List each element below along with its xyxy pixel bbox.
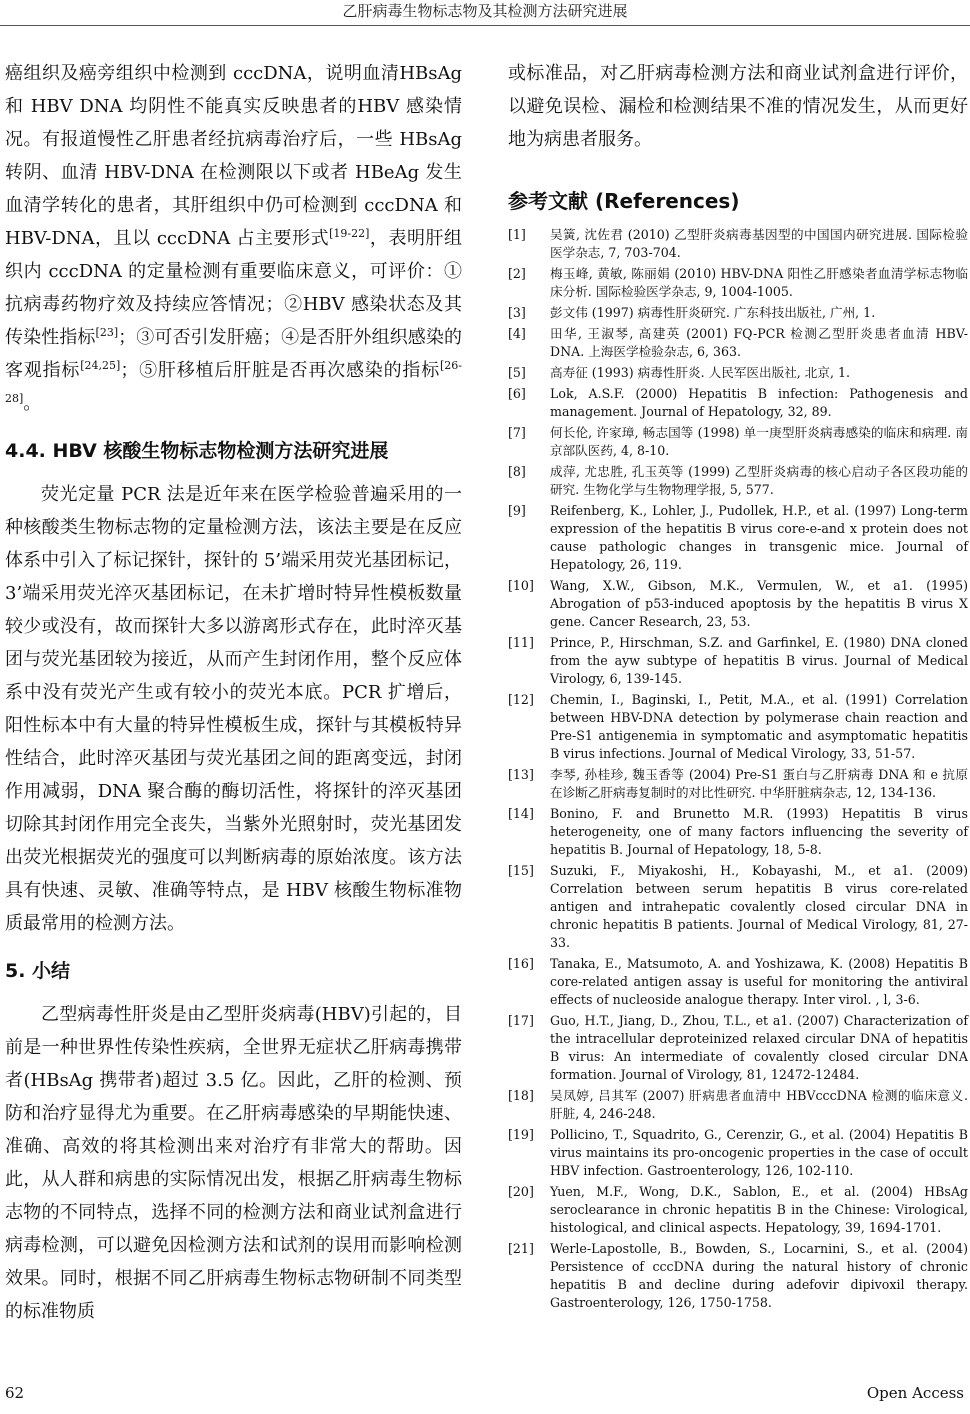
reference-item <box>508 766 968 802</box>
reference-item <box>508 304 968 322</box>
reference-item <box>508 265 968 301</box>
reference-number: [6] <box>508 386 526 401</box>
reference-item <box>508 385 968 421</box>
reference-item <box>508 364 968 382</box>
reference-number: [14] <box>508 806 534 821</box>
reference-number: [9] <box>508 503 526 518</box>
reference-text: 梅玉峰, 黄敏, 陈丽娟 (2010) HBV-DNA 阳性乙肝感染者血清学标志物临床分析. 国际检验医学杂志, 9, 1004-1005. <box>550 266 968 299</box>
reference-item <box>508 1240 968 1312</box>
reference-number: [16] <box>508 956 534 971</box>
reference-item <box>508 577 968 631</box>
reference-text: Wang, X.W., Gibson, M.K., Vermulen, W., et a1. (1995) Abrogation of p53-induced apoptosis by the hepatitis B virus X gene. Cancer Research, 23, 53. <box>550 578 968 629</box>
reference-text: 李琴, 孙桂珍, 魏玉香等 (2004) Pre-S1 蛋白与乙肝病毒 DNA 和 e 抗原在诊断乙肝病毒复制时的对比性研究. 中华肝脏病杂志, 12, 134-136. <box>550 767 968 800</box>
reference-text: Tanaka, E., Matsumoto, A. and Yoshizawa, K. (2008) Hepatitis B core-related antigen assay is useful for monitoring the antiviral effects of nucleoside analogue therapy. Inter virol. , l, 3-6. <box>550 956 968 1007</box>
left-column <box>5 57 462 1328</box>
reference-text: 彭文伟 (1997) 病毒性肝炎研究. 广东科技出版社, 广州, 1. <box>550 305 876 320</box>
reference-number: [4] <box>508 326 526 341</box>
citation: [23] <box>95 326 119 339</box>
header-rule <box>0 25 970 26</box>
reference-item <box>508 424 968 460</box>
references-heading: 参考文献 (References) <box>508 189 740 213</box>
reference-number: [18] <box>508 1088 534 1103</box>
reference-text: 何长伦, 许家璋, 畅志国等 (1998) 单一庚型肝炎病毒感染的临床和病理. 南京部队医药, 4, 8-10. <box>550 425 968 458</box>
para-text: ，表明肝组织内 cccDNA 的定量检测有重要临床意义，可评价：①抗病毒药物疗效及持续应答情况；②HBV 感染状态及其传染性指标 <box>5 228 462 348</box>
para-text: ；③可否引发肝癌；④是否肝外组织感染的客观指标 <box>5 327 463 381</box>
reference-number: [20] <box>508 1184 534 1199</box>
running-header: 乙肝病毒生物标志物及其检测方法研究进展 <box>342 2 628 20</box>
reference-text: Suzuki, F., Miyakoshi, H., Kobayashi, M., et a1. (2009) Correlation between serum hepatitis B virus core-related antigen and intrahepatic covalently closed circular DNA in chronic hepatitis B patients. Journal of Medical Virology, 81, 27-33. <box>550 863 968 950</box>
right-column <box>508 57 968 1315</box>
reference-number: [17] <box>508 1013 534 1028</box>
reference-text: Lok, A.S.F. (2000) Hepatitis B infection: Pathogenesis and management. Journal of Hepatology, 32, 89. <box>550 386 968 419</box>
para-text: 癌组织及癌旁组织中检测到 cccDNA，说明血清HBsAg 和 HBV DNA 均阴性不能真实反映患者的HBV 感染情况。有报道慢性乙肝患者经抗病毒治疗后，一些 HBsAg 转阴、血清 HBV-DNA 在检测限以下或者 HBeAg 发生血清学转化的患者，其肝组织中仍可检测到 cccDNA 和 HBV-DNA，且以 cccDNA 占主要形式 <box>5 63 462 249</box>
reference-number: [2] <box>508 266 526 281</box>
reference-item <box>508 634 968 688</box>
footer-journal: Open Access <box>866 1384 964 1402</box>
reference-text: 吴簧, 沈佐君 (2010) 乙型肝炎病毒基因型的中国国内研究进展. 国际检验医学杂志, 7, 703-704. <box>550 227 968 260</box>
reference-number: [13] <box>508 767 534 782</box>
reference-text: 成萍, 尤忠胜, 孔玉英等 (1999) 乙型肝炎病毒的核心启动子各区段功能的研究. 生物化学与生物物理学报, 5, 577. <box>550 464 968 497</box>
citation: [26-28] <box>5 359 463 405</box>
reference-number: [8] <box>508 464 526 479</box>
reference-number: [12] <box>508 692 534 707</box>
reference-item <box>508 226 968 262</box>
citation: [19-22] <box>329 227 370 240</box>
reference-item <box>508 862 968 952</box>
reference-number: [21] <box>508 1241 534 1256</box>
paragraph-summary-continued: 或标准品，对乙肝病毒检测方法和商业试剂盒进行评价，以避免误检、漏检和检测结果不准的情况发生，从而更好地为病患者服务。 <box>508 63 968 150</box>
citation: [24,25] <box>80 359 121 372</box>
reference-number: [5] <box>508 365 526 380</box>
references-list <box>508 226 968 1312</box>
section-heading-summary: 5. 小结 <box>5 960 71 982</box>
reference-number: [15] <box>508 863 534 878</box>
reference-text: Guo, H.T., Jiang, D., Zhou, T.L., et a1. (2007) Characterization of the intracellular deproteinized relaxed circular DNA of hepatitis B virus: An intermediate of covalently closed circular DNA formation. Journal of Virology, 81, 12472-12484. <box>550 1013 968 1082</box>
reference-text: 吴凤婷, 吕其军 (2007) 肝病患者血清中 HBVcccDNA 检测的临床意义. 肝脏, 4, 246-248. <box>550 1088 968 1121</box>
reference-number: [10] <box>508 578 534 593</box>
section-heading-4-4: 4.4. HBV 核酸生物标志物检测方法研究进展 <box>5 440 389 462</box>
reference-text: 高寿征 (1993) 病毒性肝炎. 人民军医出版社, 北京, 1. <box>550 365 851 380</box>
reference-text: Bonino, F. and Brunetto M.R. (1993) Hepatitis B virus heterogeneity, one of many factors influencing the severity of hepatitis B. Journal of Hepatology, 18, 5-8. <box>550 806 968 857</box>
reference-text: Werle-Lapostolle, B., Bowden, S., Locarnini, S., et al. (2004) Persistence of cccDNA during the natural history of chronic hepatitis B and decline during adefovir dipivoxil therapy. Gastroenterology, 126, 1750-1758. <box>550 1241 968 1310</box>
reference-item <box>508 955 968 1009</box>
page-number: 62 <box>5 1384 25 1402</box>
reference-item <box>508 463 968 499</box>
reference-number: [19] <box>508 1127 534 1142</box>
reference-text: Chemin, I., Baginski, I., Petit, M.A., et al. (1991) Correlation between HBV-DNA detection by polymerase chain reaction and Pre-S1 antigenemia in symptomatic and asymptomatic hepatitis B virus infections. Journal of Medical Virology, 33, 51-57. <box>550 692 968 761</box>
para-text: ；⑤肝移植后肝脏是否再次感染的指标 <box>120 360 440 381</box>
para-text: 。 <box>23 393 42 414</box>
reference-number: [7] <box>508 425 526 440</box>
reference-text: Reifenberg, K., Lohler, J., Pudollek, H.P., et al. (1997) Long-term expression of the hepatitis B virus core-e-and x protein does not cause pathologic changes in transgenic mice. Journal of Hepatology, 26, 119. <box>550 503 968 572</box>
reference-item <box>508 805 968 859</box>
reference-item <box>508 691 968 763</box>
reference-item <box>508 502 968 574</box>
reference-text: Pollicino, T., Squadrito, G., Cerenzir, G., et al. (2004) Hepatitis B virus maintains its pro-oncogenic properties in the case of occult HBV infection. Gastroenterology, 126, 102-110. <box>550 1127 968 1178</box>
paragraph-pcr: 荧光定量 PCR 法是近年来在医学检验普遍采用的一种核酸类生物标志物的定量检测方法，该法主要是在反应体系中引入了标记探针，探针的 5’端采用荧光基团标记，3’端采用荧光淬灭基团标记，在未扩增时特异性模板数量较少或没有，故而探针大多以游离形式存在，此时淬灭基团与荧光基团较为接近，从而产生封闭作用，整个反应体系中没有荧光产生或有较小的荧光本底。PCR 扩增后，阳性标本中有大量的特异性模板生成，探针与其模板特异性结合，此时淬灭基团与荧光基团之间的距离变远，封闭作用减弱，DNA 聚合酶的酶切活性，将探针的淬灭基团切除其封闭作用完全丧失，当紫外光照射时，荧光基团发出荧光根据荧光的强度可以判断病毒的原始浓度。该方法具有快速、灵敏、准确等特点，是 HBV 核酸生物标准物质最常用的检测方法。 <box>5 484 462 934</box>
reference-number: [1] <box>508 227 526 242</box>
paragraph-summary: 乙型病毒性肝炎是由乙型肝炎病毒(HBV)引起的，目前是一种世界性传染性疾病，全世界无症状乙肝病毒携带者(HBsAg 携带者)超过 3.5 亿。因此，乙肝的检测、预防和治疗显得尤为重要。在乙肝病毒感染的早期能快速、准确、高效的将其检测出来对治疗有非常大的帮助。因此，从人群和病患的实际情况出发，根据乙肝病毒生物标志物的不同特点，选择不同的检测方法和商业试剂盒进行病毒检测，可以避免因检测方法和试剂的误用而影响检测效果。同时，根据不同乙肝病毒生物标志物研制不同类型的标准物质 <box>5 1004 462 1322</box>
reference-item <box>508 1183 968 1237</box>
reference-number: [11] <box>508 635 534 650</box>
reference-number: [3] <box>508 305 526 320</box>
reference-text: Yuen, M.F., Wong, D.K., Sablon, E., et al. (2004) HBsAg seroclearance in chronic hepatitis B in the Chinese: Virological, histological, and clinical aspects. Hepatology, 39, 1694-1701. <box>550 1184 968 1235</box>
reference-text: 田华, 王淑琴, 高建英 (2001) FQ-PCR 检测乙型肝炎患者血清 HBV-DNA. 上海医学检验杂志, 6, 363. <box>550 326 968 359</box>
reference-item <box>508 1012 968 1084</box>
paragraph-cccdna <box>5 57 462 420</box>
reference-item <box>508 1087 968 1123</box>
reference-text: Prince, P., Hirschman, S.Z. and Garfinkel, E. (1980) DNA cloned from the ayw subtype of hepatitis B virus. Journal of Medical Virology, 6, 139-145. <box>550 635 968 686</box>
reference-item <box>508 325 968 361</box>
reference-item <box>508 1126 968 1180</box>
